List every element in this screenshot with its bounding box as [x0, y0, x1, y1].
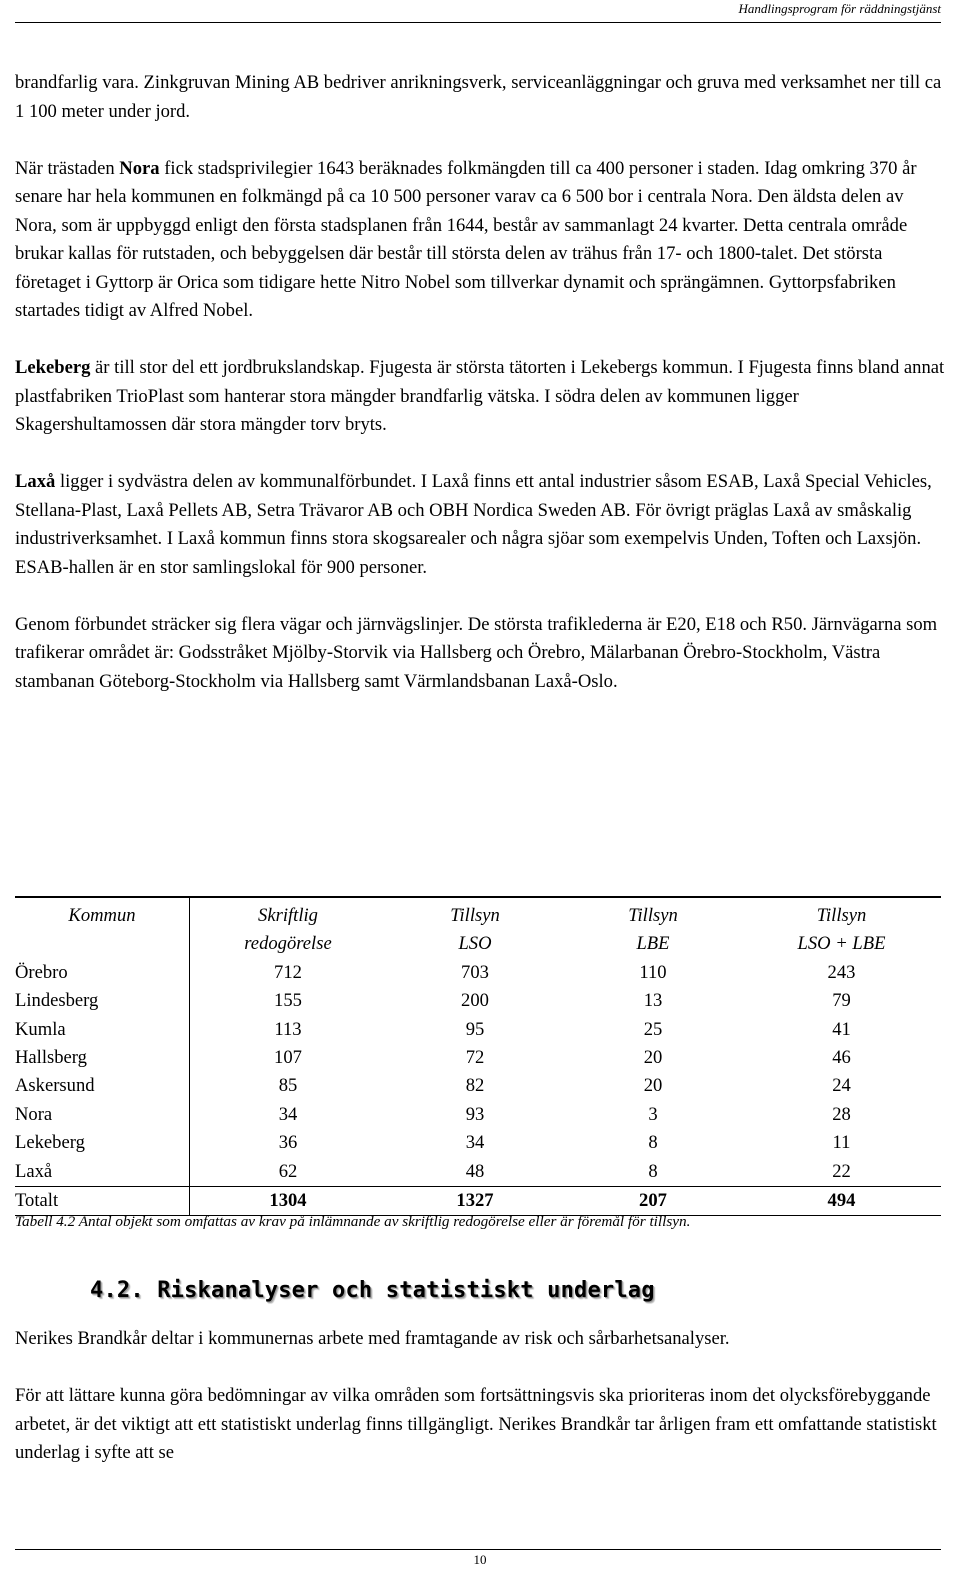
cell-total-label: Totalt: [15, 1187, 190, 1216]
cell-value: 107: [274, 1047, 302, 1069]
paragraph-transport: [15, 611, 945, 697]
header-kommun: Kommun: [15, 897, 190, 959]
table-total-row: [15, 1187, 941, 1216]
cell-value: 95: [465, 1018, 485, 1040]
cell-value: 46: [832, 1047, 851, 1069]
table-row: [15, 1016, 941, 1044]
table-row: [15, 1072, 941, 1100]
running-title: Handlingsprogram för räddningstjänst: [738, 1, 941, 16]
header-tillsyn-lbe: Tillsyn LBE: [628, 905, 678, 955]
header-tillsyn-lso: Tillsyn LSO: [450, 905, 500, 955]
paragraph-text: Genom förbundet sträcker sig flera vägar och järnvägslinjer. De största trafiklederna är E20, E18 och R50. Järnvägarna som trafikerar området är: Godsstråket Mjölby-Storvik via Hallsberg och Örebro, Mälarbanan Örebro-Stockholm, Västra stambanan Göteborg-Stockholm via Hallsberg samt Värmlandsbanan Laxå-Oslo.: [15, 613, 938, 692]
cell-value: 200: [461, 990, 489, 1012]
cell-value: 3: [648, 1103, 658, 1125]
cell-value: 62: [278, 1160, 298, 1182]
cell-value: 41: [832, 1018, 851, 1040]
cell-value: 8: [648, 1160, 658, 1182]
page-number: 10: [473, 1552, 487, 1567]
cell-value: 25: [643, 1018, 663, 1040]
paragraph-lekeberg: [15, 354, 945, 440]
table-row: [15, 1101, 941, 1129]
cell-value: 72: [465, 1047, 485, 1069]
paragraph-text: är till stor del ett jordbrukslandskap. Fjugesta är största tätorten i Lekebergs kommun. I Fjugesta finns bland annat plastfabriken TrioPlast som hanterar stora mängder brandfarlig vätska. I södra delen av kommunen ligger Skagershultamossen där stora mängder torv bryts.: [15, 357, 945, 435]
cell-value: 79: [832, 990, 851, 1012]
objects-table-container: [15, 896, 941, 1216]
cell-kommun: Askersund: [15, 1072, 190, 1100]
footer-divider: [15, 1549, 941, 1550]
place-name-lekeberg: Lekeberg: [15, 357, 91, 378]
table-row: [15, 1158, 941, 1187]
cell-kommun: Hallsberg: [15, 1044, 190, 1072]
cell-kommun: Laxå: [15, 1158, 190, 1187]
cell-value: 85: [278, 1075, 298, 1097]
place-name-laxa: Laxå: [15, 471, 56, 492]
section-paragraph: För att lättare kunna göra bedömningar av vilka områden som fortsättningsvis ska prioriteras inom det olycksförebyggande arbetet, är det viktigt att ett statistiskt underlag finns tillgängligt. Nerikes Brandkår tar årligen fram ett omfattande statistiskt underlag i syfte att se: [15, 1385, 937, 1463]
cell-value: 703: [461, 961, 489, 983]
cell-value: 20: [643, 1047, 663, 1069]
section-body: [15, 1325, 945, 1496]
table-row: [15, 1129, 941, 1157]
table-row: [15, 1044, 941, 1072]
cell-total-value: 207: [639, 1190, 667, 1212]
cell-value: 155: [274, 990, 302, 1012]
cell-value: 243: [827, 961, 856, 983]
cell-total-value: 494: [827, 1190, 856, 1212]
cell-value: 34: [465, 1132, 485, 1154]
cell-value: 13: [643, 990, 663, 1012]
cell-total-value: 1304: [269, 1190, 307, 1212]
paragraph-text: brandfarlig vara. Zinkgruvan Mining AB bedriver anrikningsverk, serviceanläggningar och gruva med verksamhet ner till ca 1 100 meter under jord.: [15, 72, 942, 122]
cell-value: 22: [832, 1160, 851, 1182]
objects-table: [15, 896, 941, 1216]
cell-kommun: Kumla: [15, 1016, 190, 1044]
cell-value: 36: [278, 1132, 298, 1154]
page-header: [15, 0, 941, 23]
table-row: [15, 959, 941, 987]
paragraph-text: När trästaden: [15, 157, 120, 179]
header-tillsyn-lso-lbe: Tillsyn LSO + LBE: [797, 905, 886, 955]
cell-kommun: Nora: [15, 1101, 190, 1129]
paragraph-text: ligger i sydvästra delen av kommunalförbundet. I Laxå finns ett antal industrier såsom ESAB, Laxå Special Vehicles, Stellana-Plast, Laxå Pellets AB, Setra Trävaror AB och OBH Nordica Sweden AB. För övrigt präglas Laxå av småskalig industriverksamhet. I Laxå kommun finns stora skogsarealer och några sjöar som exempelvis Unden, Toften och Laxsjön. ESAB-hallen är en stor samlingslokal för 900 personer.: [15, 471, 932, 578]
cell-total-value: 1327: [456, 1190, 494, 1212]
section-paragraph: Nerikes Brandkår deltar i kommunernas arbete med framtagande av risk och sårbarhetsanalyser.: [15, 1328, 730, 1349]
cell-value: 712: [274, 961, 302, 983]
header-skriftlig-redogorelse: Skriftlig redogörelse: [244, 905, 332, 955]
table-caption: Tabell 4.2 Antal objekt som omfattas av krav på inlämnande av skriftlig redogörelse eller är föremål för tillsyn.: [15, 1213, 691, 1230]
cell-value: 34: [278, 1103, 298, 1125]
cell-value: 24: [832, 1075, 851, 1097]
cell-value: 8: [648, 1132, 658, 1154]
cell-kommun: Lekeberg: [15, 1129, 190, 1157]
paragraph-nora: [15, 155, 945, 326]
table-header-row: [15, 897, 941, 959]
cell-value: 28: [832, 1103, 851, 1125]
cell-value: 110: [639, 961, 667, 983]
cell-value: 93: [465, 1103, 485, 1125]
cell-value: 113: [274, 1018, 302, 1040]
paragraph-zinkgruvan: [15, 69, 945, 126]
section-heading: 4.2. Riskanalyser och statistiskt underlag: [90, 1278, 655, 1303]
cell-kommun: Örebro: [15, 959, 190, 987]
place-name-nora: Nora: [119, 157, 160, 179]
cell-value: 48: [465, 1160, 485, 1182]
body-text: [15, 69, 945, 696]
cell-value: 11: [832, 1132, 851, 1154]
paragraph-text: fick stadsprivilegier 1643 beräknades folkmängden till ca 400 personer i staden. Idag omkring 370 år senare har hela kommunen en folkmängd på ca 10 500 personer varav ca 6 500 bor i centrala Nora. Den äldsta delen av Nora, som är uppbyggd enligt den första stadsplanen från 1644, består av sammanlagt 24 kvarter. Detta centrala område brukar kallas för rutstaden, och bebyggelsen där består till största delen av trähus från 17- och 1800-talet. Det största företaget i Gyttorp är Orica som tidigare hette Nitro Nobel som tillverkar dynamit och sprängämnen. Gyttorpsfabriken startades tidigt av Alfred Nobel.: [15, 157, 917, 321]
cell-value: 82: [465, 1075, 485, 1097]
paragraph-laxa: [15, 468, 945, 582]
cell-value: 20: [643, 1075, 663, 1097]
table-row: [15, 987, 941, 1015]
cell-kommun: Lindesberg: [15, 987, 190, 1015]
